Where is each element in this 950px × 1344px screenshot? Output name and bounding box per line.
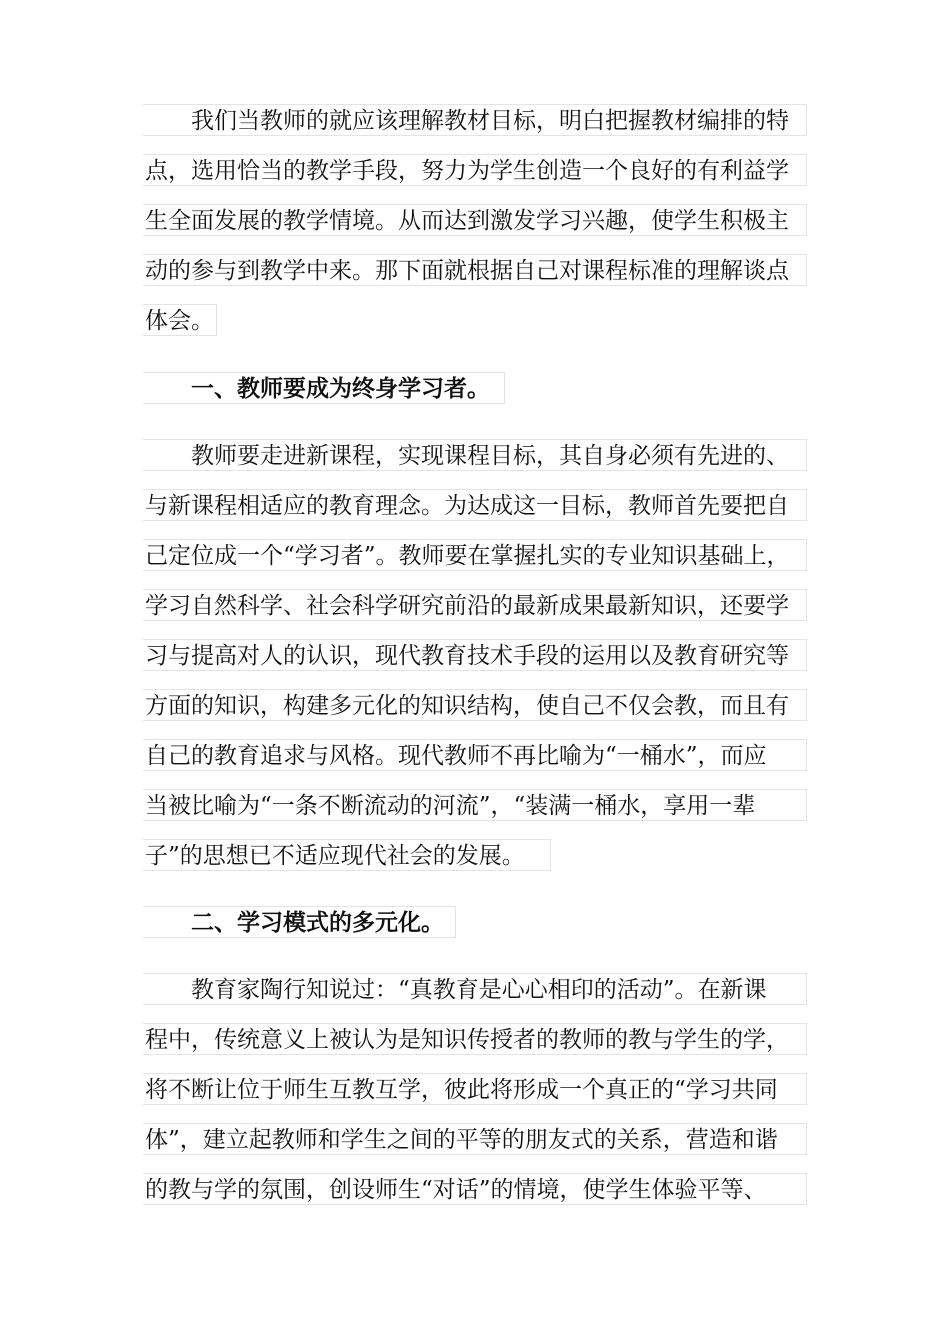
paragraph-3-line: 将不断让位于师生互教互学，彼此将形成一个真正的“学习共同	[143, 1073, 807, 1105]
paragraph-1-line: 体会。	[143, 304, 217, 336]
paragraph-2-line: 当被比喻为“一条不断流动的河流”，“装满一桶水，享用一辈	[143, 789, 807, 821]
paragraph-1-line: 点，选用恰当的教学手段，努力为学生创造一个良好的有利益学	[143, 154, 807, 186]
paragraph-2-line: 与新课程相适应的教育理念。为达成这一目标，教师首先要把自	[143, 489, 807, 521]
paragraph-1-line: 我们当教师的就应该理解教材目标，明白把握教材编排的特	[143, 104, 807, 136]
paragraph-2-line: 子”的思想已不适应现代社会的发展。	[143, 839, 551, 871]
paragraph-2-line: 教师要走进新课程，实现课程目标，其自身必须有先进的、	[143, 439, 807, 471]
paragraph-3-line: 体”，建立起教师和学生之间的平等的朋友式的关系，营造和谐	[143, 1123, 807, 1155]
paragraph-2-line: 学习自然科学、社会科学研究前沿的最新成果最新知识，还要学	[143, 589, 807, 621]
section-heading-2: 二、学习模式的多元化。	[143, 906, 456, 938]
section-heading-1: 一、教师要成为终身学习者。	[143, 372, 505, 404]
paragraph-2-line: 习与提高对人的认识，现代教育技术手段的运用以及教育研究等	[143, 639, 807, 671]
paragraph-2-line: 自己的教育追求与风格。现代教师不再比喻为“一桶水”，而应	[143, 739, 807, 771]
paragraph-3-line: 教育家陶行知说过：“真教育是心心相印的活动”。在新课	[143, 973, 807, 1005]
paragraph-1-line: 生全面发展的教学情境。从而达到激发学习兴趣，使学生积极主	[143, 204, 807, 236]
paragraph-3-line: 的教与学的氛围，创设师生“对话”的情境，使学生体验平等、	[143, 1173, 807, 1205]
paragraph-3-line: 程中，传统意义上被认为是知识传授者的教师的教与学生的学，	[143, 1023, 807, 1055]
paragraph-1-line: 动的参与到教学中来。那下面就根据自己对课程标准的理解谈点	[143, 254, 807, 286]
paragraph-2-line: 己定位成一个“学习者”。教师要在掌握扎实的专业知识基础上，	[143, 539, 807, 571]
paragraph-2-line: 方面的知识，构建多元化的知识结构，使自己不仅会教，而且有	[143, 689, 807, 721]
